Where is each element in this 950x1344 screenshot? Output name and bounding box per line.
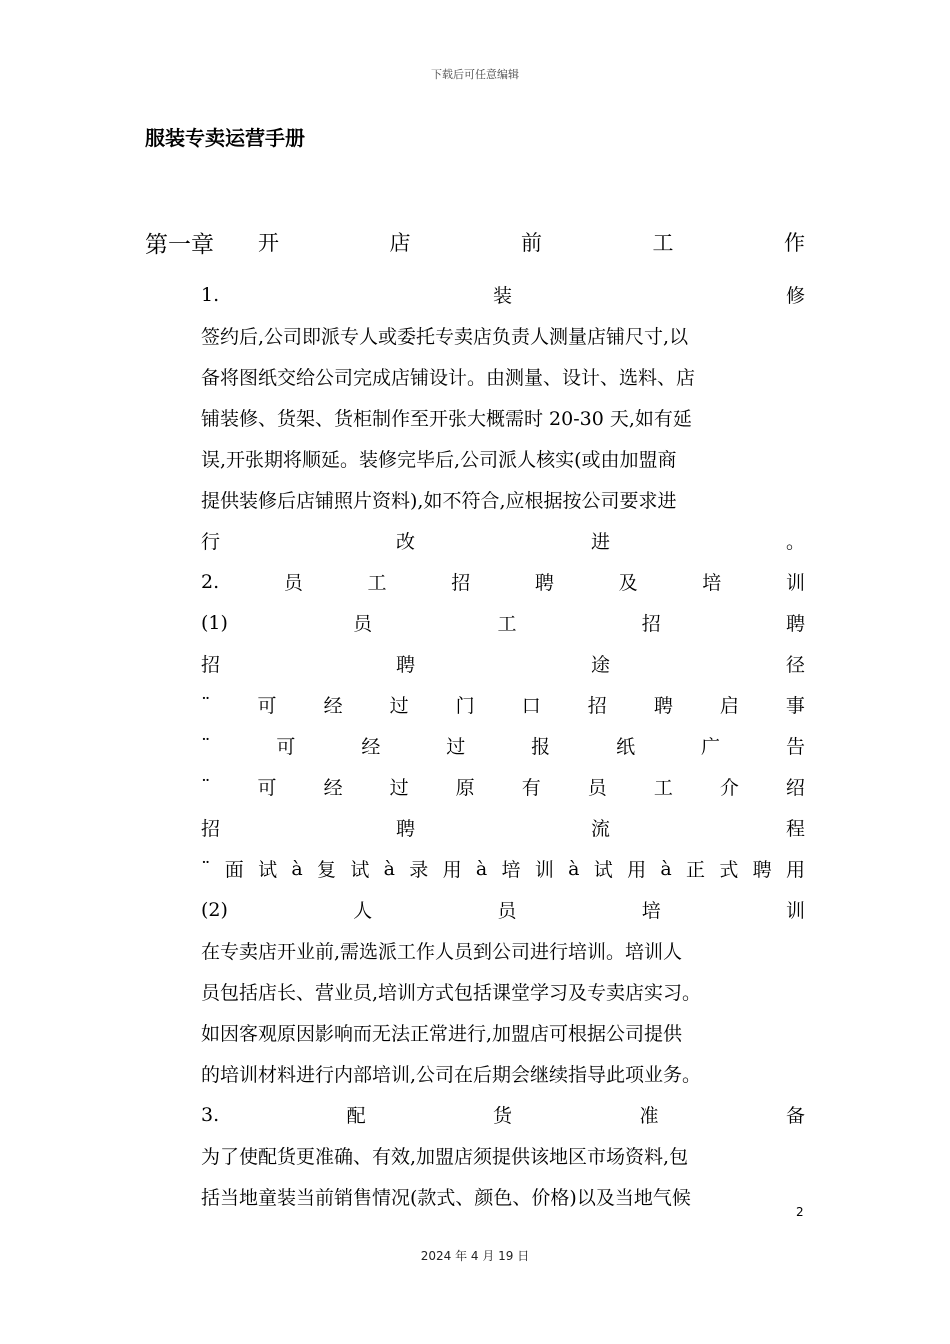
text-line: 如因客观原因影响而无法正常进行,加盟店可根据公司提供: [201, 1023, 683, 1045]
line-token: 告: [785, 736, 805, 758]
text-line: 铺装修、货架、货柜制作至开张大概需时 20-30 天,如有延: [201, 408, 692, 430]
line-token: 备: [785, 1105, 805, 1127]
line-token: 口: [521, 695, 541, 717]
text-line: [201, 807, 805, 848]
line-token: 径: [785, 654, 805, 676]
text-line: [201, 643, 805, 684]
line-token: 试: [350, 859, 370, 881]
chapter-heading: [145, 224, 805, 260]
line-token: 招: [201, 654, 221, 676]
line-token: 经: [323, 777, 343, 799]
line-token: 经: [361, 736, 381, 758]
page-number: 2: [796, 1205, 804, 1219]
line-token: 行: [201, 531, 221, 553]
line-token: à: [475, 857, 488, 880]
line-token: 招: [587, 695, 607, 717]
chapter-title-char: 前: [521, 231, 542, 255]
line-token: 员: [283, 572, 303, 594]
line-token: à: [291, 857, 303, 880]
line-token: 面: [224, 859, 244, 881]
line-token: 聘: [785, 613, 805, 635]
line-token: 试: [258, 859, 278, 881]
line-token: 可: [257, 695, 277, 717]
line-token: à: [568, 857, 580, 880]
line-token: 货: [493, 1105, 513, 1127]
line-token: 录: [409, 859, 429, 881]
line-token: 进: [590, 531, 610, 553]
line-token: 工: [653, 777, 673, 799]
text-line: 提供装修后店铺照片资料),如不符合,应根据按公司要求进: [201, 490, 677, 512]
text-line: 签约后,公司即派专人或委托专卖店负责人测量店铺尺寸,以: [201, 326, 689, 348]
line-token: 改: [395, 531, 415, 553]
footer-date: 2024 年 4 月 19 日: [420, 1249, 530, 1263]
line-token: 员: [587, 777, 607, 799]
text-line: [201, 725, 805, 766]
line-token: 培: [641, 900, 661, 922]
line-token: 可: [257, 777, 277, 799]
line-token: 可: [276, 736, 296, 758]
line-token: 有: [521, 777, 541, 799]
chapter-title: [258, 227, 805, 257]
line-token: 招: [201, 818, 221, 840]
line-token: 复: [317, 859, 337, 881]
line-token: 绍: [785, 777, 805, 799]
line-token: ¨: [201, 693, 211, 716]
text-line: 的培训材料进行内部培训,公司在后期会继续指导此项业务。: [201, 1064, 702, 1086]
line-token: (2): [201, 898, 228, 921]
text-line: 为了使配货更准确、有效,加盟店须提供该地区市场资料,包: [201, 1146, 689, 1168]
line-token: 程: [785, 818, 805, 840]
line-token: à: [383, 857, 395, 880]
chapter-title-char: 作: [784, 231, 805, 255]
line-token: 过: [389, 777, 409, 799]
line-token: 正: [686, 859, 706, 881]
line-token: à: [660, 857, 672, 880]
line-token: ¨: [201, 734, 211, 757]
line-token: 用: [785, 859, 805, 881]
line-token: 配: [346, 1105, 366, 1127]
line-token: 工: [367, 572, 387, 594]
line-token: 训: [785, 900, 805, 922]
line-token: 工: [497, 613, 517, 635]
text-line: [201, 561, 805, 602]
line-token: 试: [593, 859, 613, 881]
line-token: 式: [719, 859, 739, 881]
text-line: [201, 684, 805, 725]
line-token: 聘: [395, 654, 415, 676]
text-line: 在专卖店开业前,需选派工作人员到公司进行培训。培训人: [201, 941, 683, 963]
text-line: [201, 766, 805, 807]
line-token: 。: [785, 531, 805, 553]
line-token: ¨: [201, 775, 211, 798]
line-token: 途: [590, 654, 610, 676]
line-token: 修: [785, 285, 805, 307]
text-line: [201, 1094, 805, 1135]
chapter-title-char: 开: [258, 231, 279, 255]
document-body: [201, 274, 805, 1217]
line-token: 纸: [616, 736, 636, 758]
line-token: ¨: [201, 857, 211, 880]
line-token: 聘: [653, 695, 673, 717]
line-token: 介: [719, 777, 739, 799]
text-line: 误,开张期将顺延。装修完毕后,公司派人核实(或由加盟商: [201, 449, 677, 471]
line-token: 事: [785, 695, 805, 717]
line-token: 招: [641, 613, 661, 635]
text-line: [201, 848, 805, 889]
line-token: 员: [497, 900, 517, 922]
line-token: 聘: [395, 818, 415, 840]
text-line: 备将图纸交给公司完成店铺设计。由测量、设计、选料、店: [201, 367, 696, 389]
line-token: 及: [618, 572, 638, 594]
line-token: 招: [451, 572, 471, 594]
chapter-label: 第一章: [145, 231, 214, 258]
line-token: 1.: [201, 283, 220, 306]
line-token: 广: [701, 736, 721, 758]
line-token: 3.: [201, 1103, 220, 1126]
header-note: 下载后可任意编辑: [431, 68, 519, 81]
line-token: 装: [493, 285, 513, 307]
chapter-title-char: 工: [652, 231, 674, 255]
line-token: 培: [702, 572, 722, 594]
line-token: 门: [455, 695, 475, 717]
line-token: 训: [534, 859, 554, 881]
line-token: 报: [531, 736, 551, 758]
line-token: 员: [353, 613, 373, 635]
text-line: 员包括店长、营业员,培训方式包括课堂学习及专卖店实习。: [201, 982, 702, 1004]
line-token: 人: [353, 900, 373, 922]
line-token: 过: [389, 695, 409, 717]
line-token: 用: [442, 859, 462, 881]
line-token: 聘: [752, 859, 772, 881]
line-token: 经: [323, 695, 343, 717]
line-token: 准: [639, 1105, 659, 1127]
text-line: [201, 602, 805, 643]
text-line: [201, 889, 805, 930]
line-token: 培: [501, 859, 521, 881]
line-token: 2.: [201, 570, 220, 593]
chapter-title-char: 店: [389, 231, 411, 255]
line-token: 用: [627, 859, 647, 881]
document-title: 服装专卖运营手册: [145, 126, 305, 150]
line-token: 原: [455, 777, 475, 799]
line-token: (1): [201, 611, 228, 634]
line-token: 训: [785, 572, 805, 594]
line-token: 过: [446, 736, 466, 758]
text-line: [201, 520, 805, 561]
line-token: 流: [590, 818, 610, 840]
text-line: 括当地童装当前销售情况(款式、颜色、价格)以及当地气候: [201, 1187, 691, 1209]
line-token: 聘: [534, 572, 554, 594]
line-token: 启: [719, 695, 739, 717]
text-line: [201, 274, 805, 315]
